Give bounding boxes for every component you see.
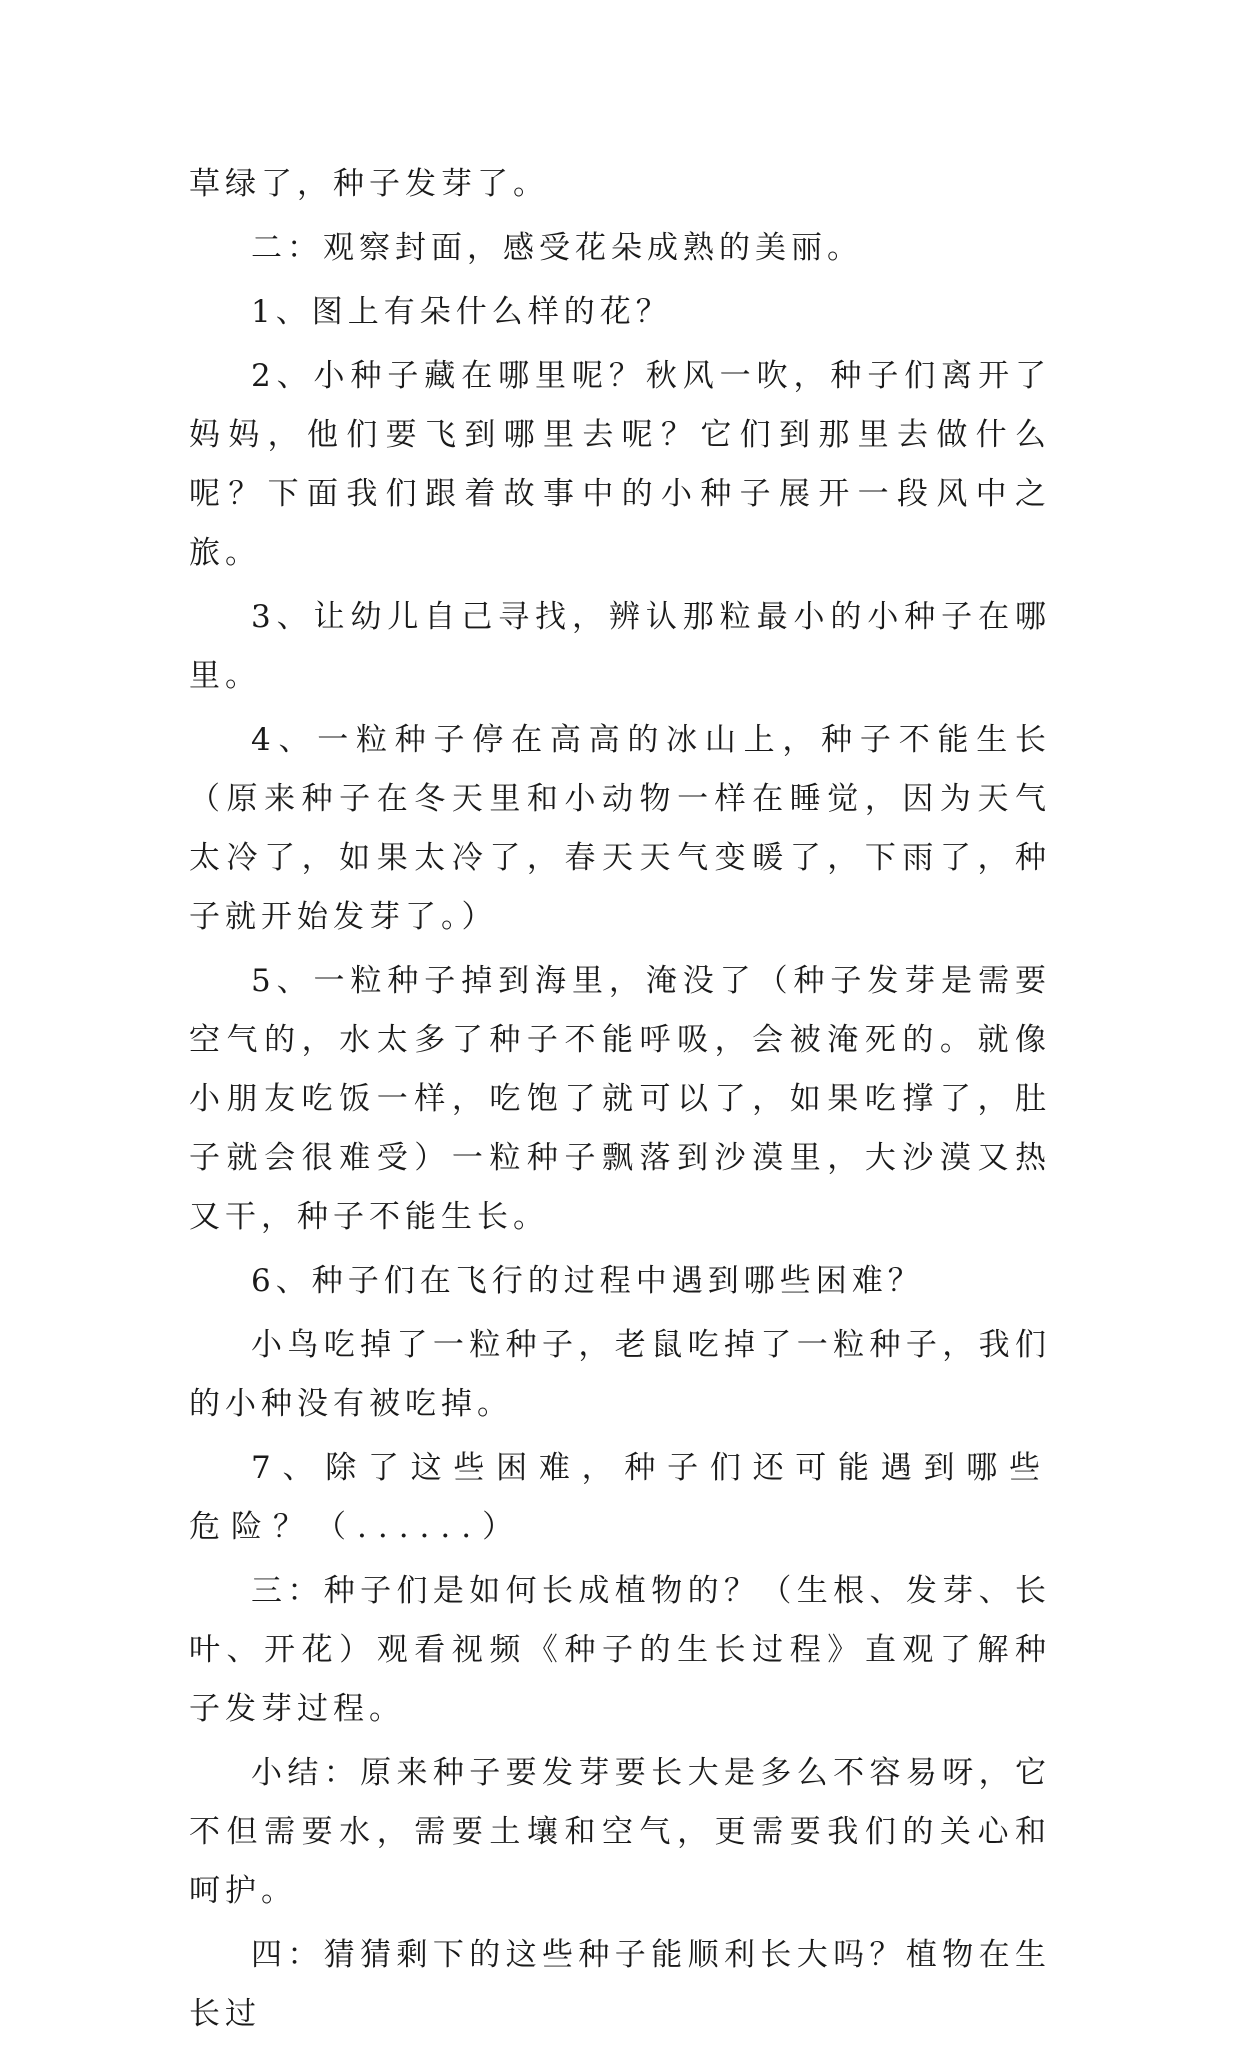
paragraph-8: 6、种子们在飞行的过程中遇到哪些困难？ xyxy=(251,1263,924,1299)
paragraph-1: 草绿了，种子发芽了。 xyxy=(189,166,549,202)
paragraph-9: 小鸟吃掉了一粒种子，老鼠吃掉了一粒种子，我们的小种没有被吃掉。 xyxy=(189,1327,1051,1422)
paragraph-4: 2、小种子藏在哪里呢？秋风一吹，种子们离开了妈妈，他们要飞到哪里去呢？它们到那里去做什么呢？下面我们跟着故事中的小种子展开一段风中之旅。 xyxy=(189,358,1051,571)
paragraph-11: 三：种子们是如何长成植物的？（生根、发芽、长叶、开花）观看视频《种子的生长过程》直观了解种子发芽过程。 xyxy=(189,1573,1051,1727)
paragraph-3: 1、图上有朵什么样的花？ xyxy=(251,294,672,330)
document-body xyxy=(189,155,1051,2049)
paragraph-7: 5、一粒种子掉到海里，淹没了（种子发芽是需要空气的，水太多了种子不能呼吸，会被淹死的。就像小朋友吃饭一样，吃饱了就可以了，如果吃撑了，肚子就会很难受）一粒种子飘落到沙漠里，大沙漠又热又干，种子不能生长。 xyxy=(189,963,1051,1235)
paragraph-2: 二：观察封面，感受花朵成熟的美丽。 xyxy=(251,230,863,266)
paragraph-5: 3、让幼儿自己寻找，辨认那粒最小的小种子在哪里。 xyxy=(189,599,1051,694)
paragraph-13: 四：猜猜剩下的这些种子能顺利长大吗？植物在生长过 xyxy=(189,1937,1051,2032)
paragraph-12: 小结：原来种子要发芽要长大是多么不容易呀，它不但需要水，需要土壤和空气，更需要我们的关心和呵护。 xyxy=(189,1755,1051,1909)
paragraph-10: 7、除了这些困难，种子们还可能遇到哪些危险？（......） xyxy=(189,1450,1051,1545)
paragraph-6: 4、一粒种子停在高高的冰山上，种子不能生长（原来种子在冬天里和小动物一样在睡觉，因为天气太冷了，如果太冷了，春天天气变暖了，下雨了，种子就开始发芽了。） xyxy=(189,722,1051,935)
